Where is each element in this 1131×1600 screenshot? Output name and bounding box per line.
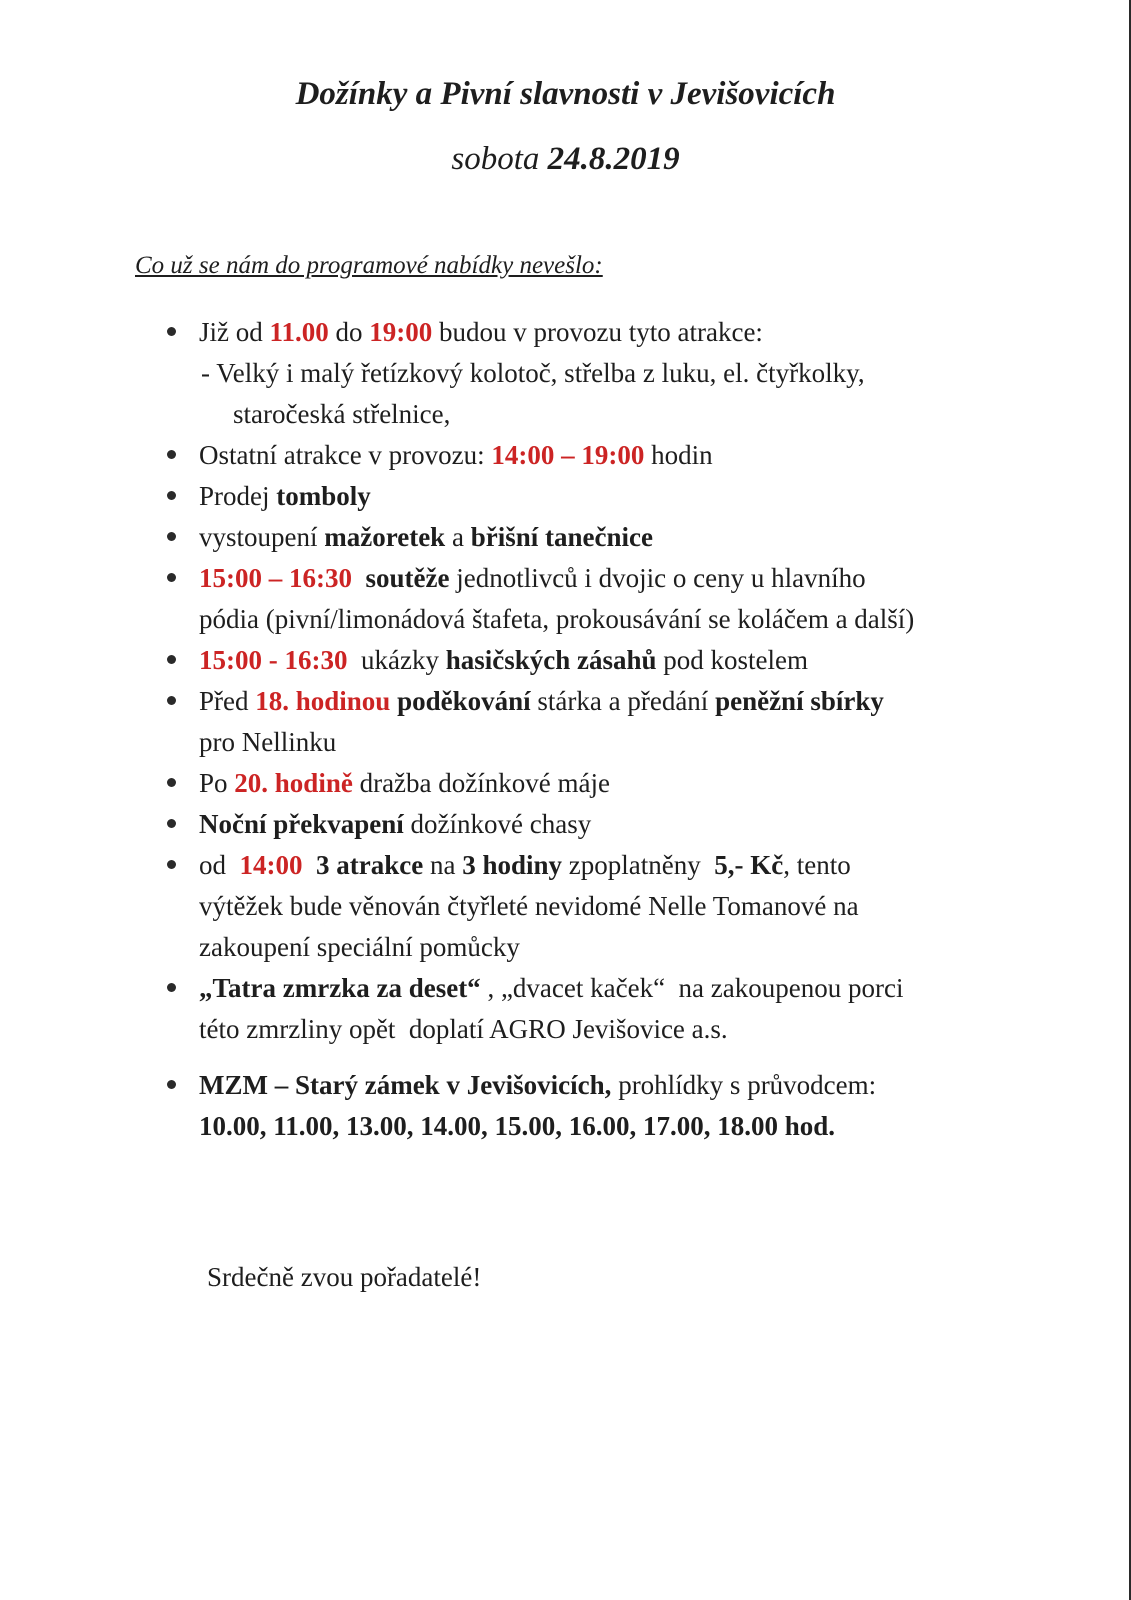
list-item: Prodej tomboly bbox=[199, 481, 371, 511]
list-item-continuation: pro Nellinku bbox=[199, 727, 337, 757]
bullet-icon bbox=[167, 655, 176, 664]
list-item: Ostatní atrakce v provozu: 14:00 – 19:00 hodin bbox=[199, 440, 713, 470]
bullet-icon bbox=[167, 327, 176, 336]
list-item: 15:00 - 16:30 ukázky hasičských zásahů pod kostelem bbox=[199, 645, 808, 675]
document-title: Dožínky a Pivní slavnosti v Jevišovicích bbox=[295, 76, 836, 112]
bullet-icon bbox=[167, 1080, 176, 1089]
list-item: Po 20. hodině dražba dožínkové máje bbox=[199, 768, 610, 798]
bullet-icon bbox=[167, 450, 176, 459]
list-item-continuation: výtěžek bude věnován čtyřleté nevidomé Nelle Tomanové na bbox=[199, 891, 859, 921]
list-item-continuation: této zmrzliny opět doplatí AGRO Jevišovice a.s. bbox=[199, 1014, 728, 1044]
bullet-icon bbox=[167, 819, 176, 828]
date-prefix: sobota bbox=[451, 141, 548, 177]
list-item: 15:00 – 16:30 soutěže jednotlivců i dvojic o ceny u hlavního bbox=[199, 563, 866, 593]
list-item: od 14:00 3 atrakce na 3 hodiny zpoplatněny 5,- Kč, tento bbox=[199, 850, 851, 880]
bullet-icon bbox=[167, 532, 176, 541]
list-item: Již od 11.00 do 19:00 budou v provozu tyto atrakce: bbox=[199, 317, 763, 347]
bullet-icon bbox=[167, 696, 176, 705]
list-item: MZM – Starý zámek v Jevišovicích, prohlídky s průvodcem: bbox=[199, 1070, 877, 1100]
program-subtitle: Co už se nám do programové nabídky nevešlo: bbox=[135, 252, 603, 279]
list-item: Noční překvapení dožínkové chasy bbox=[199, 809, 592, 839]
list-item-continuation: 10.00, 11.00, 13.00, 14.00, 15.00, 16.00, 17.00, 18.00 hod. bbox=[199, 1111, 836, 1141]
closing-signature: Srdečně zvou pořadatelé! bbox=[207, 1262, 482, 1292]
document-date bbox=[0, 141, 1131, 178]
date-value: 24.8.2019 bbox=[547, 141, 680, 177]
sub-list-item: - Velký i malý řetízkový kolotoč, střelba z luku, el. čtyřkolky, bbox=[201, 358, 865, 388]
bullet-icon bbox=[167, 491, 176, 500]
bullet-icon bbox=[167, 778, 176, 787]
sub-list-item-continuation: staročeská střelnice, bbox=[233, 399, 451, 429]
bullet-icon bbox=[167, 983, 176, 992]
list-item-continuation: pódia (pivní/limonádová štafeta, prokousávání se koláčem a další) bbox=[199, 604, 915, 634]
list-item: vystoupení mažoretek a břišní tanečnice bbox=[199, 522, 653, 552]
list-item: „Tatra zmrzka za deset“ , „dvacet kaček“ na zakoupenou porci bbox=[199, 973, 904, 1003]
bullet-icon bbox=[167, 573, 176, 582]
bullet-icon bbox=[167, 860, 176, 869]
list-item: Před 18. hodinou poděkování stárka a předání peněžní sbírky bbox=[199, 686, 884, 716]
list-item-continuation: zakoupení speciální pomůcky bbox=[199, 932, 520, 962]
